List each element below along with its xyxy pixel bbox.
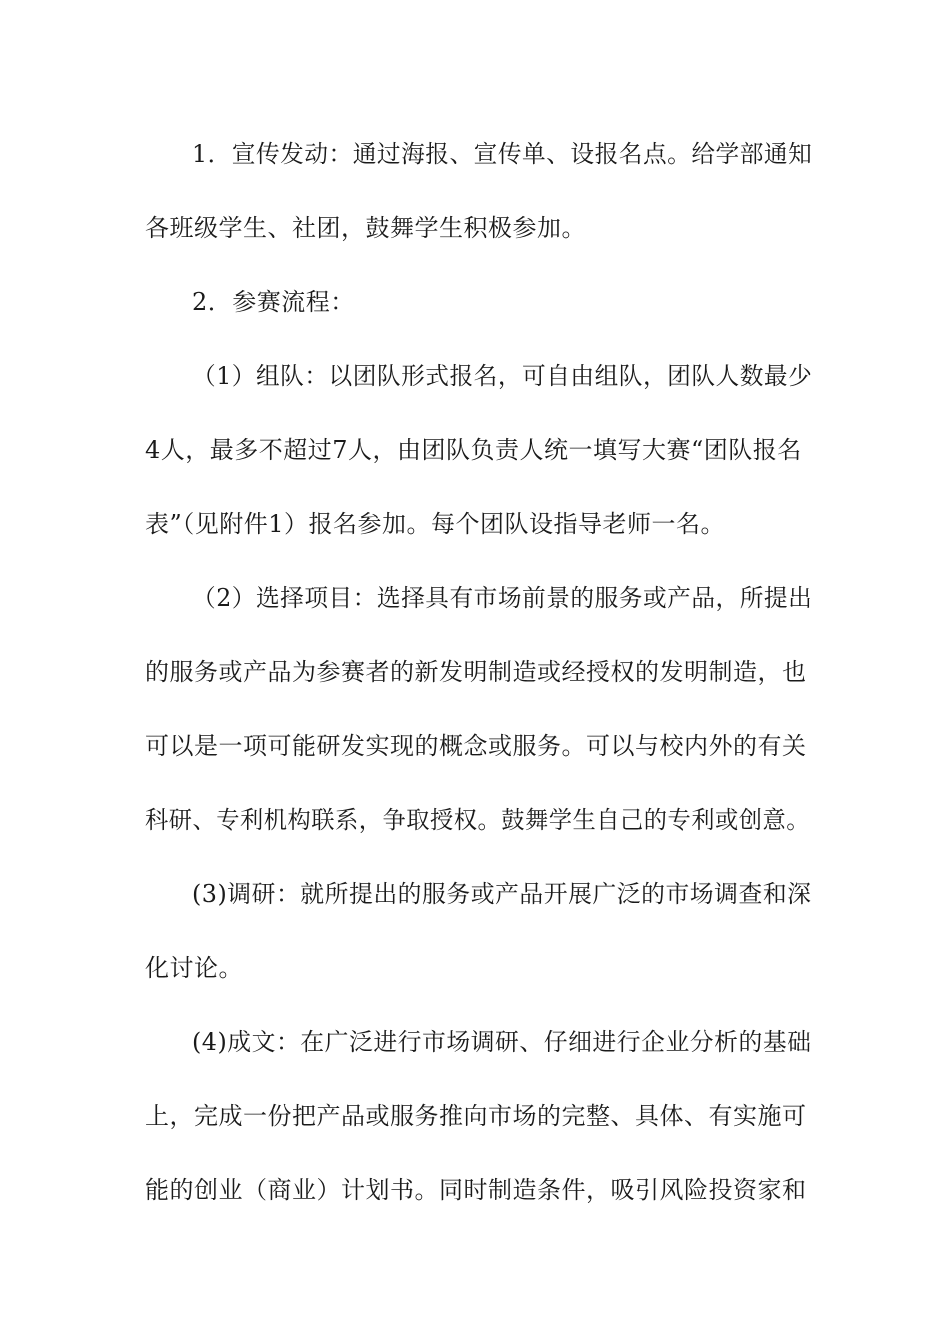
paragraph-1-line-2: 各班级学生、社团，鼓舞学生积极参加。: [145, 214, 586, 242]
paragraph-6-line-1: (4)成文：在广泛进行市场调研、仔细进行企业分析的基础: [192, 1028, 812, 1056]
paragraph-3-line-2: 4人，最多不超过7人，由团队负责人统一填写大赛“团队报名: [145, 436, 802, 464]
paragraph-4-line-1: （2）选择项目：选择具有市场前景的服务或产品，所提出: [192, 584, 813, 612]
paragraph-2-heading: 2．参赛流程：: [192, 288, 355, 316]
paragraph-1-line-1: 1．宣传发动：通过海报、宣传单、设报名点。给学部通知: [192, 140, 813, 168]
paragraph-4-line-3: 可以是一项可能研发实现的概念或服务。可以与校内外的有关: [145, 732, 807, 760]
paragraph-3-line-1: （1）组队：以团队形式报名，可自由组队，团队人数最少: [192, 362, 813, 390]
paragraph-5-line-1: (3)调研：就所提出的服务或产品开展广泛的市场调查和深: [192, 880, 812, 908]
paragraph-4-line-4: 科研、专利机构联系，争取授权。鼓舞学生自己的专利或创意。: [145, 806, 811, 834]
paragraph-4-line-2: 的服务或产品为参赛者的新发明制造或经授权的发明制造，也: [145, 658, 807, 686]
paragraph-3-line-3: 表”（见附件1）报名参加。每个团队设指导老师一名。: [145, 510, 726, 538]
paragraph-5-line-2: 化讨论。: [145, 954, 243, 982]
paragraph-6-line-2: 上，完成一份把产品或服务推向市场的完整、具体、有实施可: [145, 1102, 807, 1130]
paragraph-6-line-3: 能的创业（商业）计划书。同时制造条件，吸引风险投资家和: [145, 1176, 807, 1204]
